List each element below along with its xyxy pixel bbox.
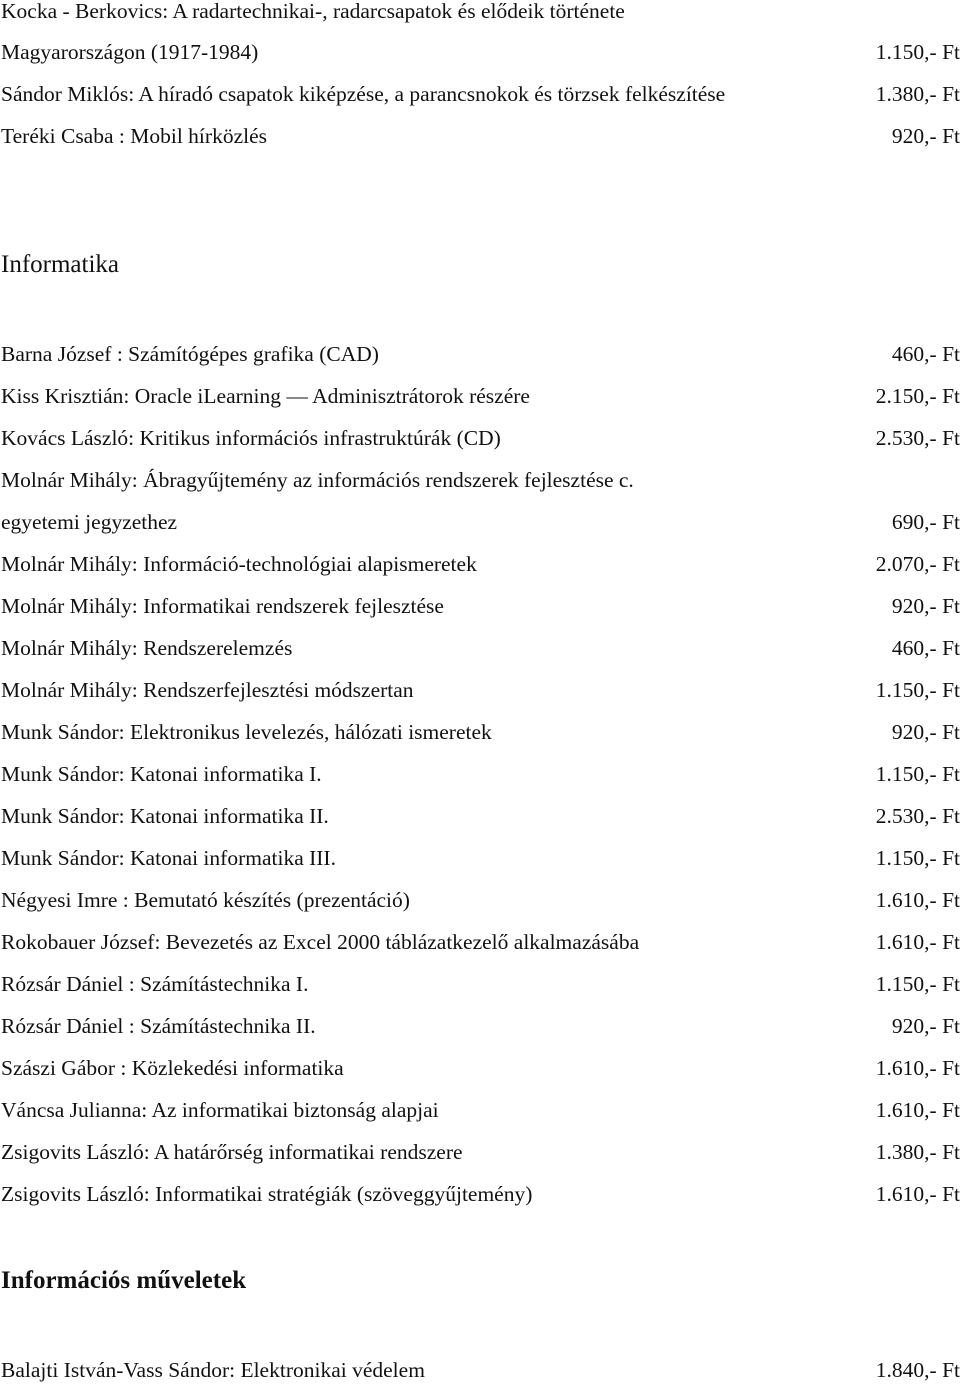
book-title: Sándor Miklós: A híradó csapatok kiképzése, a parancsnokok és törzsek felkészítése bbox=[1, 82, 726, 106]
book-title: Munk Sándor: Katonai informatika II. bbox=[1, 804, 329, 828]
list-item bbox=[0, 506, 960, 538]
book-title: Rokobauer József: Bevezetés az Excel 2000 táblázatkezelő alkalmazásába bbox=[1, 930, 640, 954]
book-price: 1.380,- Ft bbox=[875, 82, 960, 106]
book-title: Molnár Mihály: Rendszerelemzés bbox=[1, 636, 293, 660]
book-title: Munk Sándor: Katonai informatika III. bbox=[1, 846, 336, 870]
list-item bbox=[0, 716, 960, 748]
list-item bbox=[0, 800, 960, 832]
book-title: Barna József : Számítógépes grafika (CAD) bbox=[1, 342, 379, 366]
book-title: Munk Sándor: Katonai informatika I. bbox=[1, 762, 322, 786]
list-item bbox=[0, 1136, 960, 1168]
list-item bbox=[0, 464, 960, 496]
book-price: 2.530,- Ft bbox=[875, 426, 960, 450]
book-title: Rózsár Dániel : Számítástechnika II. bbox=[1, 1014, 316, 1038]
list-item bbox=[0, 884, 960, 916]
book-title: Molnár Mihály: Információ-technológiai alapismeretek bbox=[1, 552, 477, 576]
book-price: 1.610,- Ft bbox=[875, 1182, 960, 1206]
list-item bbox=[0, 548, 960, 580]
book-title: Magyarországon (1917-1984) bbox=[1, 40, 259, 64]
book-price: 1.380,- Ft bbox=[875, 1140, 960, 1164]
list-item bbox=[0, 380, 960, 412]
book-title: Molnár Mihály: Ábragyűjtemény az információs rendszerek fejlesztése c. bbox=[1, 468, 634, 492]
list-item bbox=[0, 120, 960, 152]
book-price: 920,- Ft bbox=[891, 1014, 960, 1038]
book-title: Kiss Krisztián: Oracle iLearning — Adminisztrátorok részére bbox=[1, 384, 530, 408]
book-price: 920,- Ft bbox=[891, 594, 960, 618]
book-price: 1.610,- Ft bbox=[875, 1056, 960, 1080]
book-price: 1.150,- Ft bbox=[875, 762, 960, 786]
book-price: 1.610,- Ft bbox=[875, 888, 960, 912]
list-item bbox=[0, 758, 960, 790]
list-item bbox=[0, 590, 960, 622]
book-title: Zsigovits László: Informatikai stratégiák (szöveggyűjtemény) bbox=[1, 1182, 533, 1206]
book-price: 690,- Ft bbox=[891, 510, 960, 534]
book-price: 1.150,- Ft bbox=[875, 40, 960, 64]
book-price: 1.840,- Ft bbox=[875, 1358, 960, 1382]
list-item bbox=[0, 36, 960, 68]
list-item bbox=[0, 1094, 960, 1126]
list-item bbox=[0, 1178, 960, 1210]
book-price: 2.070,- Ft bbox=[875, 552, 960, 576]
book-title: Balajti István-Vass Sándor: Elektronikai védelem bbox=[1, 1358, 425, 1382]
list-item bbox=[0, 1010, 960, 1042]
section-heading: Információs műveletek bbox=[1, 1267, 247, 1294]
list-item bbox=[0, 0, 960, 27]
book-title: Kocka - Berkovics: A radartechnikai-, radarcsapatok és elődeik története bbox=[1, 0, 625, 23]
list-item bbox=[0, 338, 960, 370]
list-item bbox=[0, 842, 960, 874]
book-title: Négyesi Imre : Bemutató készítés (prezentáció) bbox=[1, 888, 410, 912]
list-item bbox=[0, 1354, 960, 1386]
book-title: Teréki Csaba : Mobil hírközlés bbox=[1, 124, 267, 148]
list-item bbox=[0, 422, 960, 454]
book-price: 1.610,- Ft bbox=[875, 1098, 960, 1122]
book-title: Molnár Mihály: Rendszerfejlesztési módszertan bbox=[1, 678, 414, 702]
book-title: Kovács László: Kritikus információs infrastruktúrák (CD) bbox=[1, 426, 501, 450]
book-title: Zsigovits László: A határőrség informatikai rendszere bbox=[1, 1140, 463, 1164]
list-item bbox=[0, 968, 960, 1000]
book-price: 460,- Ft bbox=[891, 636, 960, 660]
book-price: 1.150,- Ft bbox=[875, 846, 960, 870]
book-title: Munk Sándor: Elektronikus levelezés, hálózati ismeretek bbox=[1, 720, 492, 744]
list-item bbox=[0, 78, 960, 110]
book-price: 920,- Ft bbox=[891, 720, 960, 744]
book-title: Váncsa Julianna: Az informatikai biztonság alapjai bbox=[1, 1098, 439, 1122]
book-title: Rózsár Dániel : Számítástechnika I. bbox=[1, 972, 309, 996]
book-title: egyetemi jegyzethez bbox=[1, 510, 178, 534]
section-heading: Informatika bbox=[1, 251, 120, 278]
book-price: 1.610,- Ft bbox=[875, 930, 960, 954]
list-item bbox=[0, 632, 960, 664]
book-title: Molnár Mihály: Informatikai rendszerek fejlesztése bbox=[1, 594, 444, 618]
book-title: Szászi Gábor : Közlekedési informatika bbox=[1, 1056, 344, 1080]
list-item bbox=[0, 1052, 960, 1084]
book-price: 2.150,- Ft bbox=[875, 384, 960, 408]
list-item bbox=[0, 926, 960, 958]
book-price: 2.530,- Ft bbox=[875, 804, 960, 828]
book-price: 460,- Ft bbox=[891, 342, 960, 366]
book-price: 1.150,- Ft bbox=[875, 678, 960, 702]
list-item bbox=[0, 674, 960, 706]
book-price: 920,- Ft bbox=[891, 124, 960, 148]
book-price: 1.150,- Ft bbox=[875, 972, 960, 996]
